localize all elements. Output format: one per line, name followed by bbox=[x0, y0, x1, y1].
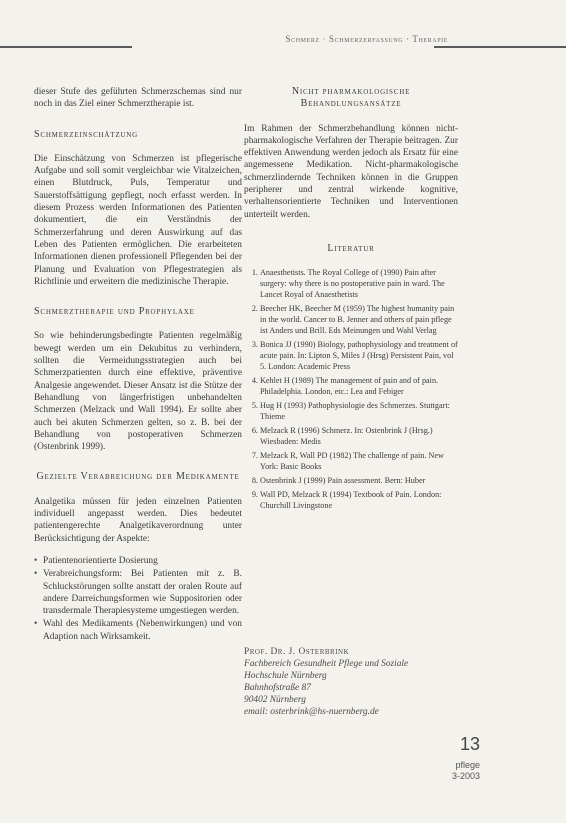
reference-item: 7. Melzack R, Wall PD (1982) The challenge of pain. New York: Basic Books bbox=[260, 450, 458, 472]
address-line: Hochschule Nürnberg bbox=[244, 671, 327, 681]
header-rule-left bbox=[0, 46, 132, 48]
right-column bbox=[244, 86, 458, 514]
journal-name: pflege bbox=[455, 760, 480, 770]
reference-item: 5. Hug H (1993) Pathophysiologie des Schmerzes. Stuttgart: Thieme bbox=[260, 400, 458, 422]
journal-issue: 3-2003 bbox=[451, 771, 480, 781]
reference-item: 4. Kehlet H (1989) The management of pain and of pain. Philadelphia. London, etc.: Lea and Febiger bbox=[260, 375, 458, 397]
reference-item: 8. Ostenbrink J (1999) Pain assessment. Bern: Huber bbox=[260, 475, 458, 486]
heading-medikamente: Gezielte Verabreichung der Medikamente bbox=[36, 471, 240, 483]
heading-literatur: Literatur bbox=[327, 242, 375, 254]
reference-item: 9. Wall PD, Melzack R (1994) Textbook of Pain. London: Churchill Livingstone bbox=[260, 489, 458, 511]
paragraph-schmerzeinschaetzung: Die Einschätzung von Schmerzen ist pflegerische Aufgabe und soll somit vergleichbar wie Vitalzeichen, einen Blutdruck, Puls, Temperatur und Sauerstoffsättigung gepflegt, noch erfasst werden. In diesem Prozess werden Informationen des Patienten dokumentiert, die ein Verständnis der Schmerzerfahrung und deren Auswirkung auf das Leben des Patienten ermöglichen. Die erarbeiteten Informationen dienen professionell Pflegenden bei der Planung und Evaluation von Pflegestrategien als Richtlinie und erweitern die medizinische Therapie. bbox=[34, 153, 242, 287]
address-line: Bahnhofstraße 87 bbox=[244, 683, 311, 693]
heading-schmerztherapie: Schmerztherapie und Prophylaxe bbox=[34, 306, 195, 318]
paragraph-medikamente: Analgetika müssen für jeden einzelnen Patienten individuell angepasst werden. Dies bedeutet patientengerechte Analgetikaverordnung unter Berücksichtigung der Aspekte: bbox=[34, 496, 242, 544]
reference-list bbox=[244, 267, 458, 511]
left-column bbox=[34, 86, 242, 644]
reference-item: 1. Anaesthetists. The Royal College of (1990) Pain after surgery: why there is no postoperative pain in ward. The Lancet Royal of Anaesthetists bbox=[260, 267, 458, 300]
page-number: 13 bbox=[459, 734, 480, 754]
address-line: 90402 Nürnberg bbox=[244, 695, 306, 705]
reference-item: 2. Beecher HK, Beecher M (1959) The highest humanity pain in the world. Cancer to B. Jenner and others of pain pflege ist Anders und Brill. Eds Meinungen und Wahl Verlag bbox=[260, 303, 458, 336]
reference-item: 6. Melzack R (1996) Schmerz. In: Ostenbrink J (Hrsg.) Wiesbaden: Medis bbox=[260, 425, 458, 447]
paragraph-schmerztherapie: So wie behinderungsbedingte Patienten regelmäßig bewegt werden um ein Dekubitus zu verhindern, sollten die Vermeidungsstrategien auch bei Schmerzpatienten durch eine effektive, präventive Analgesie angewendet. Dieser Ansatz ist die Stütze der Behandlung von längerfristigen unbehandelten Schmerzen (Melzack und Wall 1994). Er sollte aber auch bei akuten Schmerzen gelten, so z. B. bei der Behandlung von postoperativen Schmerzen (Ostenbrink 1999). bbox=[34, 331, 242, 453]
heading-schmerzeinschaetzung: Schmerzeinschätzung bbox=[34, 128, 138, 140]
aspect-list bbox=[34, 555, 242, 643]
list-item: • Verabreichungsform: Bei Patienten mit z. B. Schluckstörungen sollte anstatt der oralen Route auf andere Darreichungsformen wie Suppositorien oder transdermale Therapiesysteme umgestiegen werden. bbox=[43, 568, 242, 617]
author-email: email: osterbrink@hs-nuernberg.de bbox=[244, 707, 379, 717]
running-head: Schmerz · Schmerzerfassung · Therapie bbox=[285, 34, 448, 44]
paragraph-nicht-pharmakologisch: Im Rahmen der Schmerzbehandlung können nicht-pharmakologische Verfahren der Therapie beitragen. Zur effektiven Anwendung werden jedoch als Ersatz für eine angemessene Medikation. Nicht-pharmakologische schmerzlindernde Techniken können in die Gruppen peripherer und zentral wirkende kognitive, verhaltensorientierte Techniken und Interventionen unterteilt werden. bbox=[244, 123, 458, 220]
header-rule-right bbox=[434, 46, 566, 48]
reference-item: 3. Bonica JJ (1990) Biology, pathophysiology and treatment of acute pain. In: Lipton S, Miles J (Hrsg) Persistent Pain, vol 5. London: Academic Press bbox=[260, 339, 458, 372]
author-name: Prof. Dr. J. Osterbrink bbox=[244, 647, 350, 657]
list-item: • Patientenorientierte Dosierung bbox=[43, 555, 242, 567]
list-item: • Wahl des Medikaments (Nebenwirkungen) und von Adaption nach Wirksamkeit. bbox=[43, 618, 242, 643]
heading-nicht-pharmakologisch: Nicht pharmakologische Behandlungsansätze bbox=[291, 86, 411, 110]
address-line: Fachbereich Gesundheit Pflege und Soziale bbox=[244, 659, 409, 669]
intro-paragraph: dieser Stufe des geführten Schmerzschemas sind nur noch in das Ziel einer Schmerztherapie ist. bbox=[34, 87, 242, 110]
author-address bbox=[244, 646, 408, 718]
journal-info bbox=[452, 760, 480, 782]
